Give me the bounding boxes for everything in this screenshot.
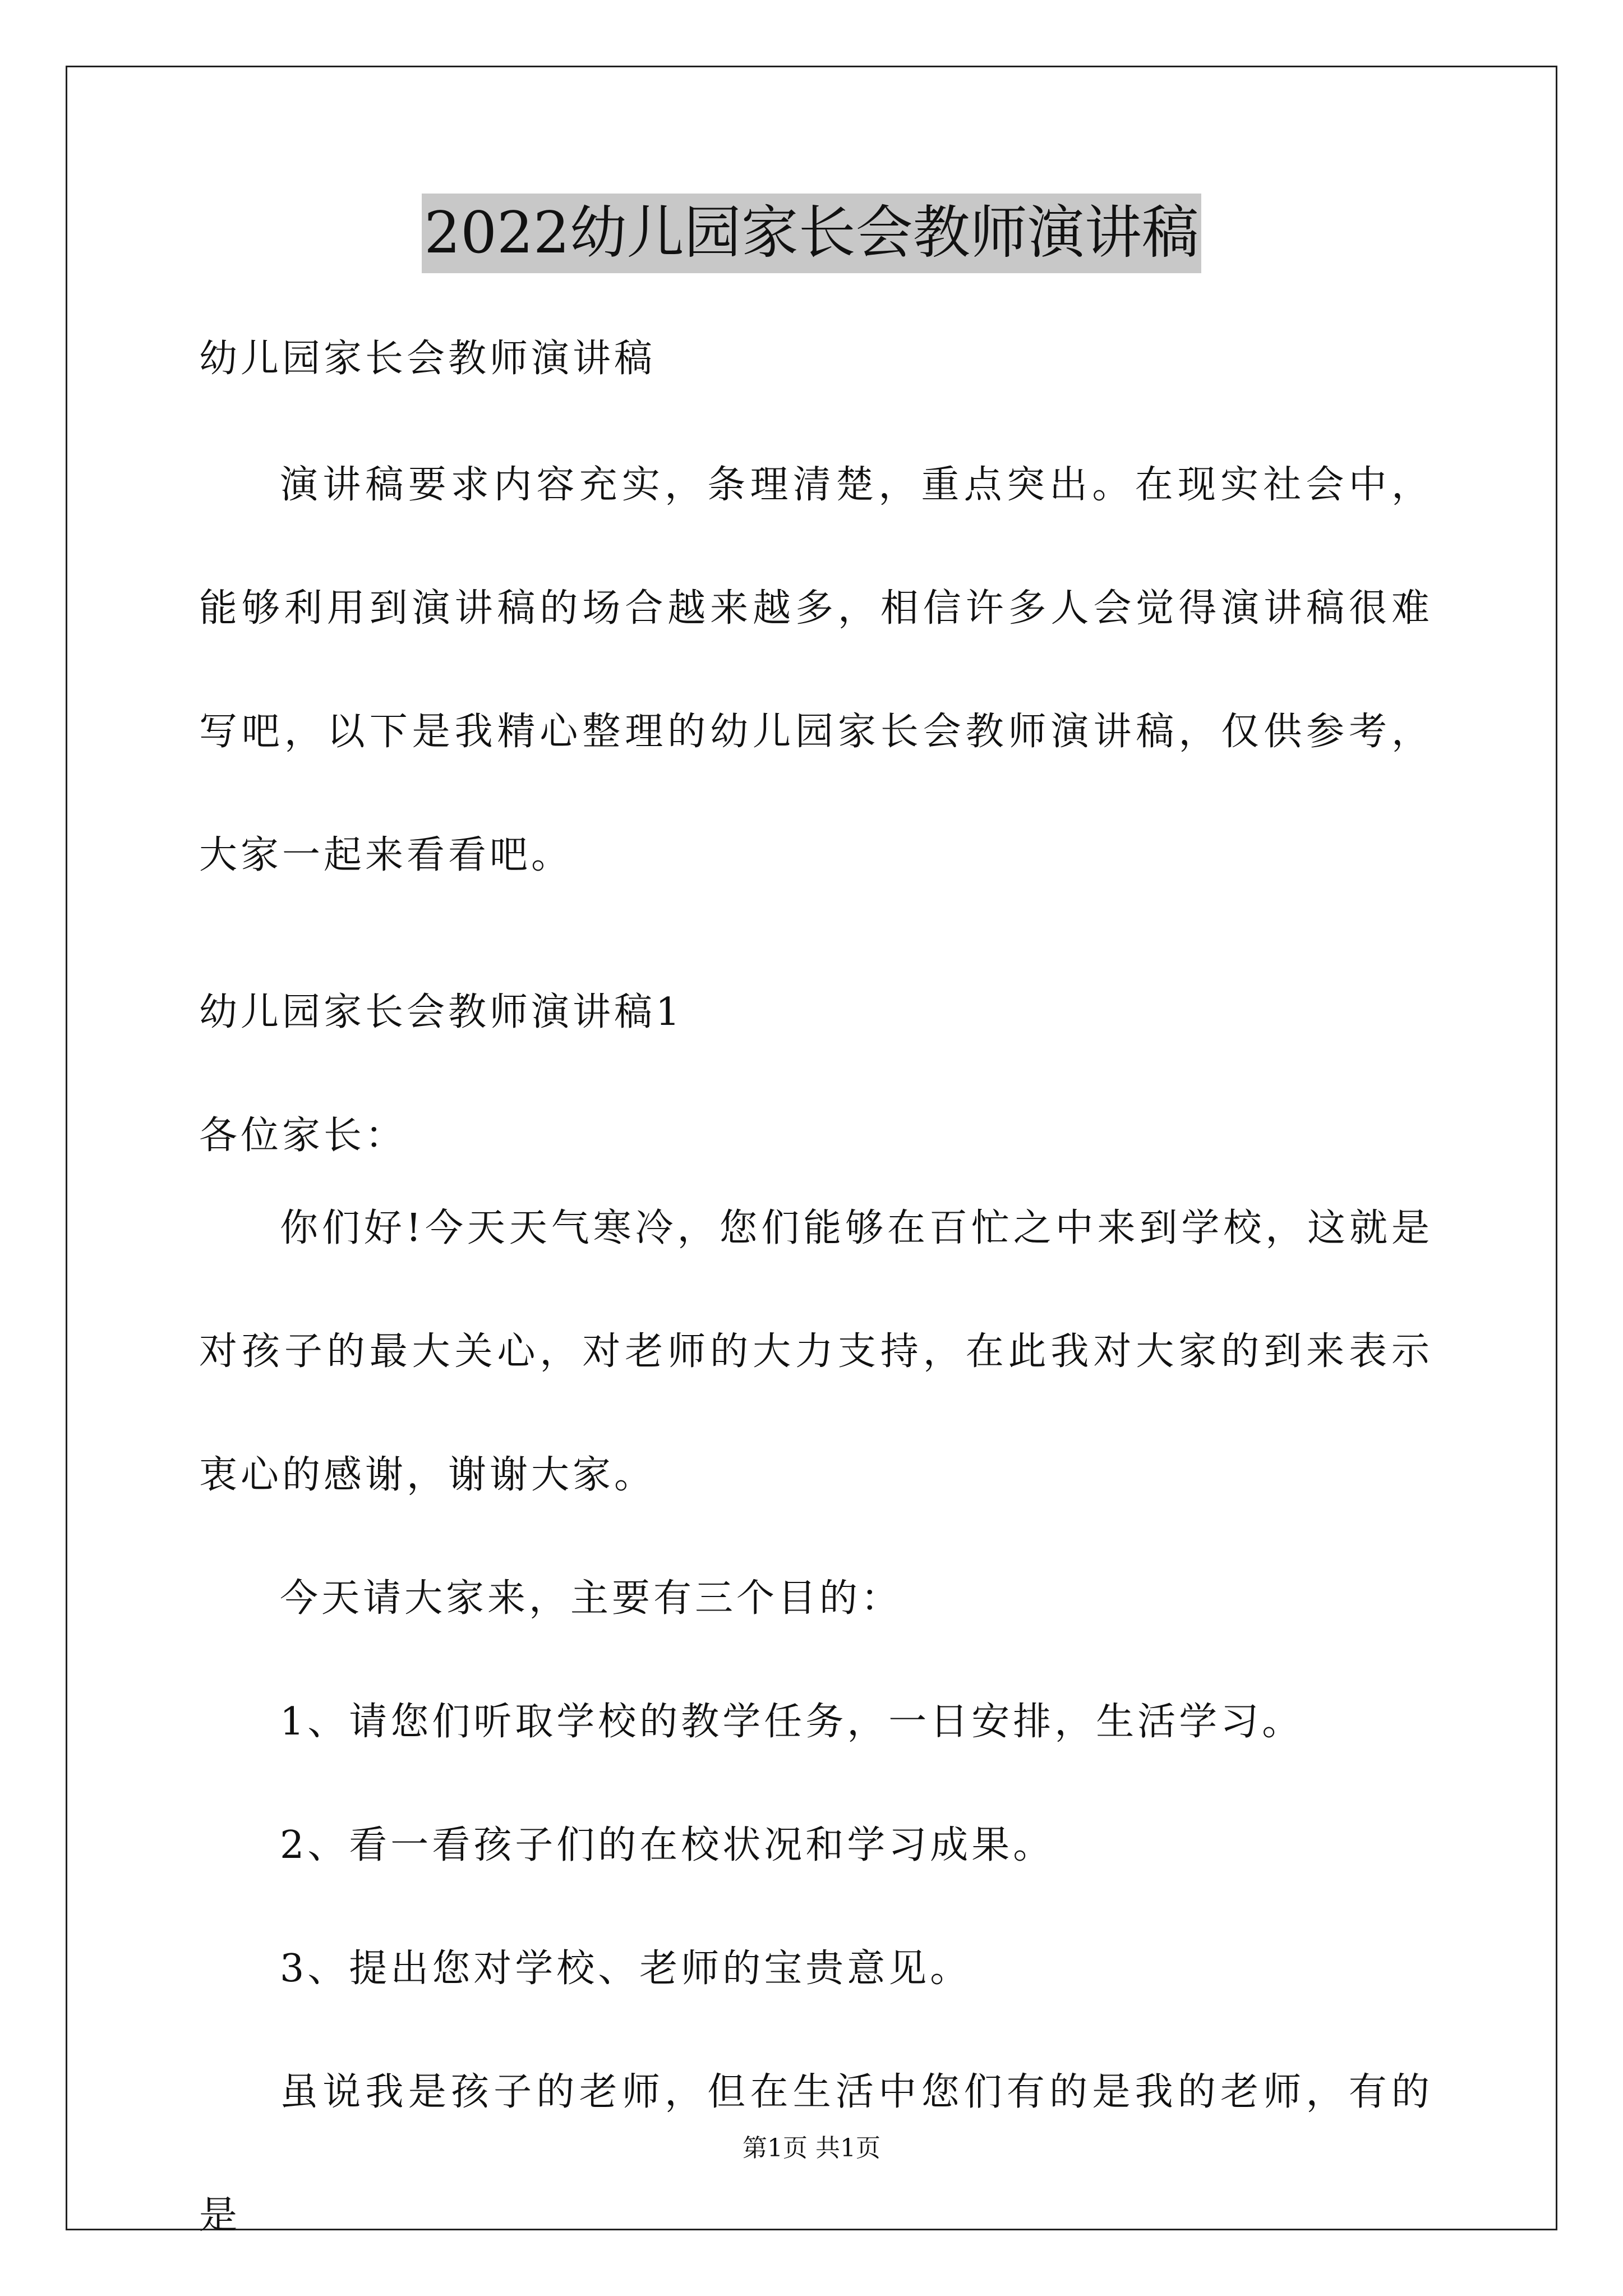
list-item: 3、提出您对学校、老师的宝贵意见。 bbox=[280, 1947, 972, 1991]
list-item: 2、看一看孩子们的在校状况和学习成果。 bbox=[280, 1823, 1055, 1867]
section-heading: 幼儿园家长会教师演讲稿1 bbox=[199, 990, 684, 1034]
subtitle-paragraph: 幼儿园家长会教师演讲稿 bbox=[199, 337, 656, 381]
purpose-paragraph: 今天请大家来，主要有三个目的： bbox=[280, 1576, 903, 1621]
closing-paragraph: 虽说我是孩子的老师，但在生活中您们有的是我的老师，有的是 bbox=[199, 2070, 1433, 2238]
intro-paragraph: 演讲稿要求内容充实，条理清楚，重点突出。在现实社会中，能够利用到演讲稿的场合越来越多，相信许多人会觉得演讲稿很难写吧，以下是我精心整理的幼儿园家长会教师演讲稿，仅供参考，大家一起来看看吧。 bbox=[199, 463, 1433, 877]
salutation-paragraph: 各位家长： bbox=[199, 1114, 407, 1158]
list-item: 1、请您们听取学校的教学任务，一日安排，生活学习。 bbox=[280, 1700, 1304, 1744]
document-title: 2022幼儿园家长会教师演讲稿 bbox=[422, 194, 1201, 273]
title-container bbox=[0, 194, 1623, 273]
page-footer: 第1页 共1页 bbox=[743, 2134, 880, 2162]
greeting-paragraph: 你们好!今天天气寒冷，您们能够在百忙之中来到学校，这就是对孩子的最大关心，对老师的大力支持，在此我对大家的到来表示衷心的感谢，谢谢大家。 bbox=[199, 1206, 1433, 1497]
